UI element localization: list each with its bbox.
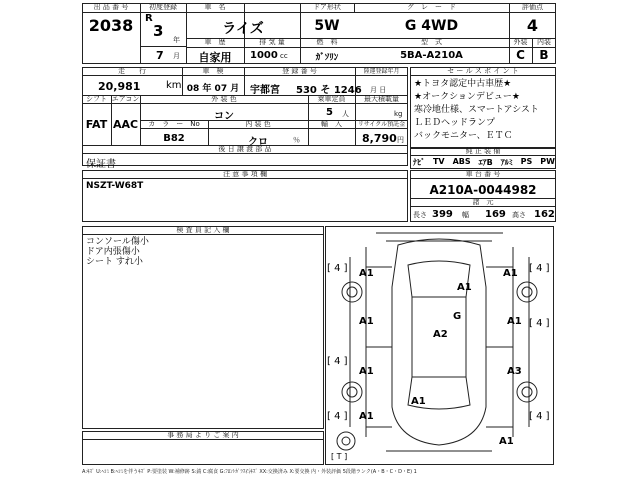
ac-label: エアコン [111, 95, 140, 103]
interior-label: 内装 [537, 38, 551, 46]
equipment-list [413, 157, 555, 168]
damage-mark: A1 [507, 316, 522, 327]
chassis-number: A210A-0044982 [429, 183, 537, 197]
vehicle-type: 自家用 [198, 51, 232, 64]
equipment-item: TV [432, 157, 445, 166]
width-value: 169 [485, 209, 506, 220]
bracket-mark: [ 4 ] [529, 318, 550, 329]
capacity-label: 乗車定員 [317, 95, 346, 103]
plate-label: 登 録 番 号 [282, 67, 317, 75]
fuel: ｶﾞｿﾘﾝ [315, 53, 339, 63]
first-reg-month: 7 [156, 49, 164, 62]
bracket-mark: [ T ] [331, 452, 348, 461]
lot-no-label: 出 品 番 号 [93, 3, 129, 11]
damage-mark: A1 [359, 411, 374, 422]
sales-points-label: セ ー ル ス ポ イ ン ト [447, 67, 519, 75]
after-parts: 保証書 [86, 159, 116, 170]
door-label: ドア形状 [313, 3, 341, 11]
length-value: 399 [432, 209, 453, 220]
equipment-item: PS [520, 157, 533, 166]
plate-region: 宇都宮 [250, 85, 280, 96]
fuel-label: 燃 料 [316, 38, 338, 46]
bracket-mark: [ 4 ] [327, 356, 348, 367]
diagram-marks [325, 226, 554, 465]
equipment-item: PW [540, 157, 555, 166]
dims-label: 諸 元 [472, 198, 494, 206]
interior-grade: B [539, 48, 549, 62]
exterior-label: 外装 [513, 38, 528, 46]
inspector-line: コンソール傷小 [86, 237, 149, 247]
bracket-mark: [ 4 ] [529, 411, 550, 422]
displacement-label: 排 気 量 [259, 38, 285, 46]
after-parts-label: 後 日 譲 渡 部 品 [218, 145, 272, 153]
lot-no: 2038 [88, 16, 134, 35]
legend: A:ｷｽﾞ U:ﾍｺﾐ B:ﾍｺﾐを伴うｷｽﾞ P:要塗装 W:補修跡 S:錆 C:腐食 G:ﾌﾛﾝﾄｶﾞﾗｽ石ｷｽﾞ XX:交換済み X:要交換 内・外装評価 5段階ランク(A・B・C・D・E) 1 [82, 469, 417, 475]
damage-mark: A1 [411, 396, 426, 407]
office-label: 事 務 局 よ り ご 案 内 [167, 431, 239, 439]
year-unit: 年 [173, 36, 180, 44]
equipment-item: ABS [452, 157, 471, 166]
length-label: 長さ [413, 211, 427, 219]
capacity: 5 [326, 107, 333, 118]
shift: FAT [85, 118, 108, 131]
inspection-label: 車 検 [202, 67, 224, 75]
mileage-unit: km [166, 80, 182, 91]
bracket-mark: [ 4 ] [529, 263, 550, 274]
displacement: 1000 [250, 50, 278, 61]
inspector-line: シート すれ小 [86, 257, 143, 267]
inspector-notes [86, 237, 149, 267]
equipment-label: 純 正 装 備 [465, 147, 501, 155]
month-unit: 月 [173, 52, 180, 60]
displacement-unit: cc [280, 52, 288, 60]
color-no: B82 [163, 133, 185, 144]
score-label: 評価点 [522, 3, 543, 11]
damage-mark: G [453, 311, 462, 322]
ext-color: コン [214, 111, 234, 122]
recycle-fee-unit: 円 [397, 136, 404, 144]
color-no-label: カ ラ ー No [148, 120, 200, 128]
notes-text: NSZT-W68T [86, 181, 144, 191]
mileage-label: 走 行 [118, 67, 146, 75]
first-reg-label: 初度登録 [149, 3, 177, 11]
sales-point: ＬＥＤヘッドランプ [414, 118, 496, 128]
chassis-label: 車 台 番 号 [465, 170, 501, 178]
width-label: 幅 [462, 211, 469, 219]
damage-mark: A1 [499, 436, 514, 447]
height-label: 高さ [512, 211, 526, 219]
door-type: 5W [314, 18, 340, 34]
recycle-date-label: 陸運登録年月 [363, 68, 400, 75]
recycle-fee-label: リサイクル預託金 [357, 121, 406, 128]
load-unit: kg [394, 110, 403, 118]
ac: AAC [112, 118, 139, 131]
damage-mark: A1 [359, 316, 374, 327]
sales-points-list [414, 78, 539, 143]
inspector-line: ドア内張傷小 [86, 247, 140, 257]
vehicle-type-label: 車 歴 [204, 38, 226, 46]
ext-color-label: 外 装 色 [211, 95, 237, 103]
car-name: ライズ [222, 21, 264, 37]
equipment-item: ﾅﾋﾞ [413, 158, 425, 167]
grade: G 4WD [404, 18, 459, 34]
plate-number: 530 そ 1246 [296, 85, 362, 96]
first-reg-year: 3 [153, 22, 164, 40]
shift-label: シフト [86, 95, 107, 103]
score: 4 [526, 16, 539, 35]
sales-point: バックモニター、ＥＴＣ [414, 131, 513, 141]
equipment-item: ｴｱB [478, 158, 493, 167]
int-color: クロ [248, 137, 268, 148]
sales-point: 寒冷地仕様、スマートアシスト [414, 105, 539, 115]
inspection-date: 08 年 07 月 [186, 84, 240, 94]
bracket-mark: [ 4 ] [327, 263, 348, 274]
notes-label: 注 意 事 項 欄 [223, 170, 267, 178]
grade-label: グ レ ー ド [407, 3, 456, 11]
sales-point: ★オークションデビュー★ [414, 92, 520, 102]
height-value: 162 [534, 209, 555, 220]
import-label: 輸 入 [321, 120, 342, 128]
damage-mark: A1 [359, 366, 374, 377]
bracket-mark: [ 4 ] [327, 411, 348, 422]
int-color-label: 内 装 色 [245, 120, 271, 128]
model-code: 5BA-A210A [400, 50, 463, 61]
era-letter: R [145, 13, 153, 24]
load-label: 最大積載量 [364, 95, 399, 103]
equipment-item: ｱﾙﾐ [500, 158, 513, 167]
inspector-label: 検 査 員 記 入 欄 [176, 226, 230, 234]
sales-point: ★トヨタ認定中古車歴★ [414, 79, 512, 89]
damage-mark: A1 [359, 268, 374, 279]
car-name-label: 車 名 [204, 3, 226, 11]
model-label: 型 式 [421, 38, 442, 46]
damage-mark: A1 [503, 268, 518, 279]
capacity-unit: 人 [342, 110, 349, 118]
damage-mark: A1 [457, 282, 472, 293]
recycle-date-unit: 月 日 [370, 86, 387, 94]
damage-mark: A3 [507, 366, 522, 377]
damage-mark: A2 [433, 329, 448, 340]
mileage: 20,981 [98, 80, 141, 93]
percent-mark: ％ [293, 136, 300, 144]
exterior-grade: C [516, 48, 525, 62]
recycle-fee: 8,790 [362, 132, 397, 145]
